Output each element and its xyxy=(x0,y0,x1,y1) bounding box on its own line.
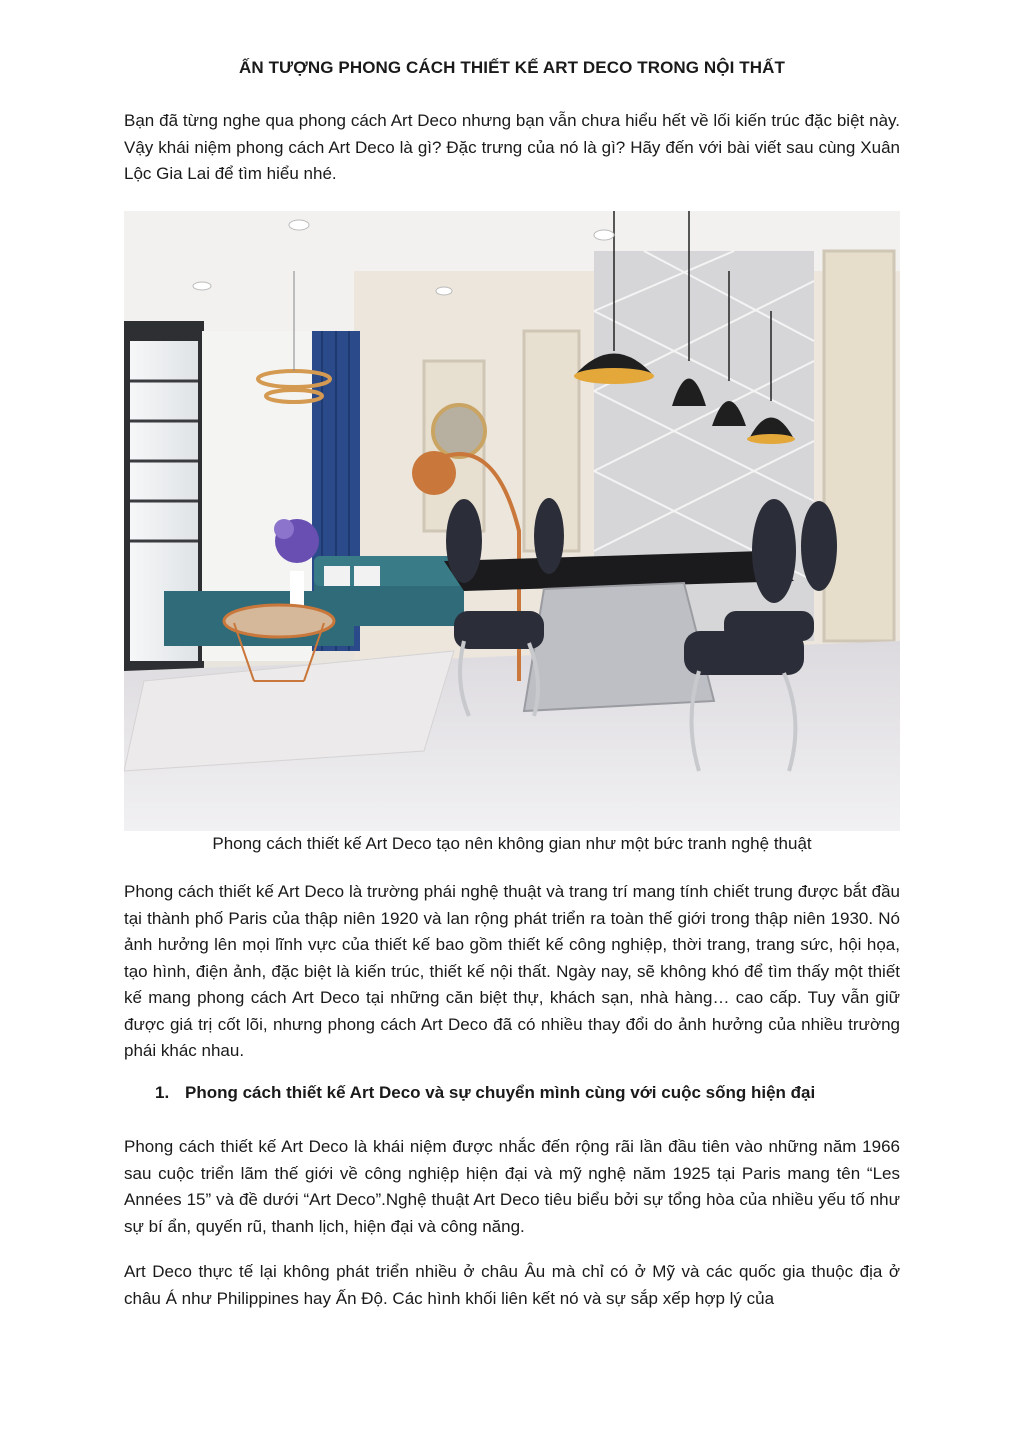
interior-photo xyxy=(124,211,900,831)
intro-paragraph: Bạn đã từng nghe qua phong cách Art Deco nhưng bạn vẫn chưa hiểu hết về lối kiến trúc đặc biệt này. Vậy khái niệm phong cách Art Deco là gì? Đặc trưng của nó là gì? Hãy đến với bài viết sau cùng Xuân Lộc Gia Lai để tìm hiểu nhé. xyxy=(124,111,900,183)
section-heading-1 xyxy=(155,1083,815,1103)
section-number: 1. xyxy=(155,1083,170,1102)
body-paragraph-2: Phong cách thiết kế Art Deco là khái niệm được nhắc đến rộng rãi lần đầu tiên vào những năm 1966 sau cuộc triển lãm thế giới về công nghiệp hiện đại và mỹ nghệ năm 1925 tại Paris mang tên “Les Années 15” và đề dưới “Art Deco”.Nghệ thuật Art Deco tiêu biểu bởi sự tổng hòa của nhiều yếu tố như sự bí ẩn, quyến rũ, thanh lịch, hiện đại và công năng. xyxy=(124,1137,900,1236)
body-paragraph-1: Phong cách thiết kế Art Deco là trường phái nghệ thuật và trang trí mang tính chiết trung được bắt đầu tại thành phố Paris của thập niên 1920 và lan rộng phát triển ra toàn thế giới trong thập niên 1930. Nó ảnh hưởng lên mọi lĩnh vực của thiết kế bao gồm thiết kế công nghiệp, thời trang, trang sức, hội họa, tạo hình, điện ảnh, đặc biệt là kiến trúc, thiết kế nội thất. Ngày nay, sẽ không khó để tìm thấy một thiết kế mang phong cách Art Deco tại những căn biệt thự, khách sạn, nhà hàng… cao cấp. Tuy vẫn giữ được giá trị cốt lõi, nhưng phong cách Art Deco đã có nhiều thay đổi do ảnh hưởng của nhiều trường phái khác nhau. xyxy=(124,882,900,1060)
body-paragraph-3: Art Deco thực tế lại không phát triển nhiều ở châu Âu mà chỉ có ở Mỹ và các quốc gia thuộc địa ở châu Á như Philippines hay Ấn Độ. Các hình khối liên kết nó và sự sắp xếp hợp lý của xyxy=(124,1262,900,1308)
section-heading-text: Phong cách thiết kế Art Deco và sự chuyển mình cùng với cuộc sống hiện đại xyxy=(185,1083,816,1102)
document-title: ẤN TƯỢNG PHONG CÁCH THIẾT KẾ ART DECO TRONG NỘI THẤT xyxy=(239,58,785,77)
image-caption: Phong cách thiết kế Art Deco tạo nên không gian như một bức tranh nghệ thuật xyxy=(212,834,812,853)
